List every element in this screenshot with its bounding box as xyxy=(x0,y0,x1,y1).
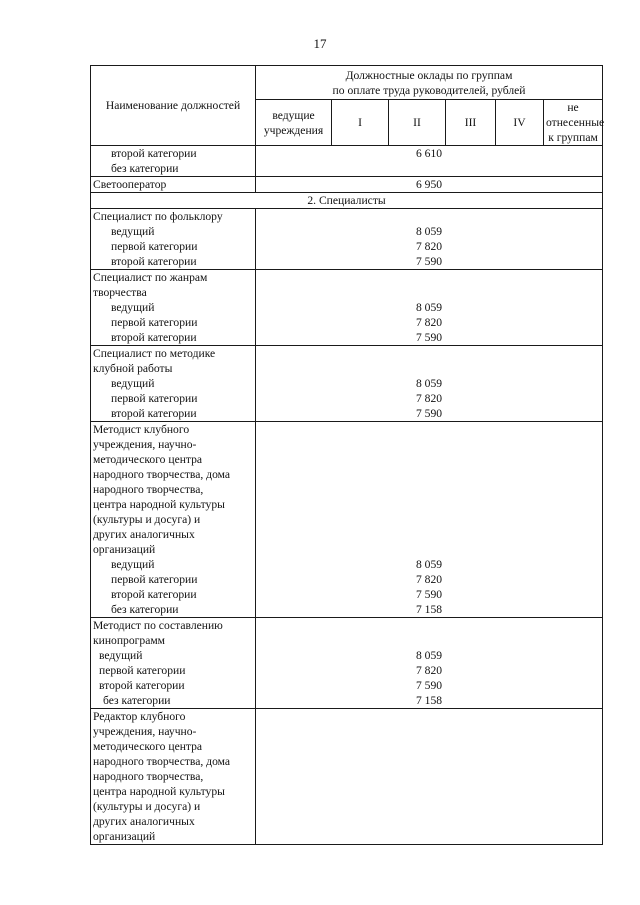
salary-value: 7 158 xyxy=(415,694,443,707)
position-name-line: методического центра xyxy=(93,740,203,753)
salary-value xyxy=(258,512,600,527)
position-name-line: кинопрограмм xyxy=(93,634,166,647)
position-name-line: второй категории xyxy=(111,331,197,344)
salary-value: 7 590 xyxy=(415,331,443,344)
column-header-salary-groups xyxy=(256,66,603,100)
position-name-cell xyxy=(91,422,256,618)
salary-groups-title-line1: Должностные оклады по группам xyxy=(345,69,513,82)
position-name-line: второй категории xyxy=(99,679,185,692)
position-name-line: учреждения, научно- xyxy=(93,438,197,451)
salary-value xyxy=(258,285,600,300)
column-header-leading: ведущие учреждения xyxy=(256,100,332,146)
position-name-line: второй категории xyxy=(111,255,197,268)
column-header-group-1: I xyxy=(332,100,389,146)
section-title: 2. Специалисты xyxy=(91,193,603,209)
salary-value-cell xyxy=(256,270,603,346)
salary-value: 7 590 xyxy=(415,588,443,601)
salary-value-cell xyxy=(256,709,603,845)
salary-value: 6 950 xyxy=(415,178,443,191)
salary-value xyxy=(258,799,600,814)
position-name-line: первой категории xyxy=(111,573,198,586)
position-name-line: второй категории xyxy=(111,407,197,420)
salary-value xyxy=(258,784,600,799)
position-name-line: второй категории xyxy=(111,147,197,160)
salary-value xyxy=(258,814,600,829)
position-name-line: организаций xyxy=(93,543,156,556)
header-row-top xyxy=(91,66,603,100)
salary-value xyxy=(258,270,600,285)
salary-value: 7 820 xyxy=(415,664,443,677)
page-number: 17 xyxy=(313,36,327,51)
salary-value xyxy=(258,437,600,452)
column-header-group-2: II xyxy=(389,100,446,146)
salary-value xyxy=(258,467,600,482)
position-name-line: без категории xyxy=(111,162,179,175)
salary-value-cell xyxy=(256,209,603,270)
position-name-line: Редактор клубного xyxy=(93,710,186,723)
table-row xyxy=(91,346,603,422)
salary-value xyxy=(258,754,600,769)
position-name-line: ведущий xyxy=(111,558,155,571)
position-name-line: первой категории xyxy=(99,664,186,677)
table-row xyxy=(91,146,603,177)
position-name-line: центра народной культуры xyxy=(93,785,225,798)
salary-value xyxy=(258,709,600,724)
salary-value: 8 059 xyxy=(415,377,443,390)
position-name-line: народного творчества, xyxy=(93,770,204,783)
salary-value xyxy=(258,618,600,633)
salary-value xyxy=(258,497,600,512)
salary-value-cell xyxy=(256,618,603,709)
salary-value xyxy=(258,829,600,844)
salary-value-cell xyxy=(256,346,603,422)
position-name-line: учреждения, научно- xyxy=(93,725,197,738)
table-row xyxy=(91,209,603,270)
salary-value: 8 059 xyxy=(415,225,443,238)
table-body-specialists xyxy=(91,209,603,845)
salary-value: 7 820 xyxy=(415,316,443,329)
salary-value: 8 059 xyxy=(415,558,443,571)
salary-value: 7 820 xyxy=(415,392,443,405)
position-name-line: первой категории xyxy=(111,316,198,329)
table-row xyxy=(91,177,603,193)
column-header-not-assigned: не отнесенные к группам xyxy=(544,100,603,146)
position-name-line: ведущий xyxy=(111,377,155,390)
position-name-line: первой категории xyxy=(111,240,198,253)
position-name-line: центра народной культуры xyxy=(93,498,225,511)
position-name-line: первой категории xyxy=(111,392,198,405)
salary-value-cell xyxy=(256,422,603,618)
salary-value xyxy=(258,209,600,224)
position-name-line: Светооператор xyxy=(93,178,167,191)
salary-value: 7 590 xyxy=(415,679,443,692)
position-name-line: Методист по составлению xyxy=(93,619,223,632)
salary-value xyxy=(258,527,600,542)
position-name-line: организаций xyxy=(93,830,156,843)
salary-groups-title-line2: по оплате труда руководителей, рублей xyxy=(332,84,526,97)
position-name-line: методического центра xyxy=(93,453,203,466)
salary-value: 8 059 xyxy=(415,649,443,662)
position-name-line: ведущий xyxy=(111,301,155,314)
salary-value xyxy=(258,422,600,437)
position-name-line: Специалист по фольклору xyxy=(93,210,223,223)
position-name-line: Методист клубного xyxy=(93,423,190,436)
position-name-line: других аналогичных xyxy=(93,815,195,828)
position-name-line: других аналогичных xyxy=(93,528,195,541)
salary-value xyxy=(258,361,600,376)
position-name-line: народного творчества, xyxy=(93,483,204,496)
salary-value: 6 610 xyxy=(415,147,443,160)
position-name-cell xyxy=(91,177,256,193)
section-row xyxy=(91,193,603,209)
salary-value xyxy=(258,633,600,648)
position-name-line: клубной работы xyxy=(93,362,173,375)
position-name-line: ведущий xyxy=(111,225,155,238)
table-row xyxy=(91,422,603,618)
position-name-line: Специалист по жанрам xyxy=(93,271,208,284)
position-name-line: (культуры и досуга) и xyxy=(93,513,201,526)
salary-value xyxy=(258,739,600,754)
position-name-cell xyxy=(91,146,256,177)
position-name-line: творчества xyxy=(93,286,147,299)
column-header-position-name: Наименование должностей xyxy=(91,66,256,146)
salary-value: 7 590 xyxy=(415,255,443,268)
position-name-line: второй категории xyxy=(111,588,197,601)
salary-value-cell xyxy=(256,146,603,177)
table-row xyxy=(91,270,603,346)
position-name-cell xyxy=(91,618,256,709)
salary-value xyxy=(258,161,600,176)
table-row xyxy=(91,618,603,709)
position-name-line: (культуры и досуга) и xyxy=(93,800,201,813)
salary-value: 7 158 xyxy=(415,603,443,616)
salary-value-cell xyxy=(256,177,603,193)
salary-value xyxy=(258,724,600,739)
position-name-line: Специалист по методике xyxy=(93,347,216,360)
position-name-line: народного творчества, дома xyxy=(93,755,231,768)
table-row xyxy=(91,709,603,845)
salary-value: 8 059 xyxy=(415,301,443,314)
column-header-group-4: IV xyxy=(496,100,544,146)
position-name-line: без категории xyxy=(111,603,179,616)
salary-value: 7 590 xyxy=(415,407,443,420)
table-body-top xyxy=(91,146,603,193)
salary-table xyxy=(90,65,603,845)
salary-value: 7 820 xyxy=(415,240,443,253)
salary-value xyxy=(258,452,600,467)
salary-value xyxy=(258,542,600,557)
position-name-cell xyxy=(91,270,256,346)
salary-value: 7 820 xyxy=(415,573,443,586)
position-name-cell xyxy=(91,209,256,270)
position-name-line: ведущий xyxy=(99,649,143,662)
salary-value xyxy=(258,482,600,497)
salary-value xyxy=(258,346,600,361)
salary-value xyxy=(258,769,600,784)
position-name-cell xyxy=(91,709,256,845)
section-header-body xyxy=(91,193,603,209)
position-name-line: народного творчества, дома xyxy=(93,468,231,481)
position-name-line: без категории xyxy=(103,694,171,707)
position-name-cell xyxy=(91,346,256,422)
column-header-group-3: III xyxy=(446,100,496,146)
